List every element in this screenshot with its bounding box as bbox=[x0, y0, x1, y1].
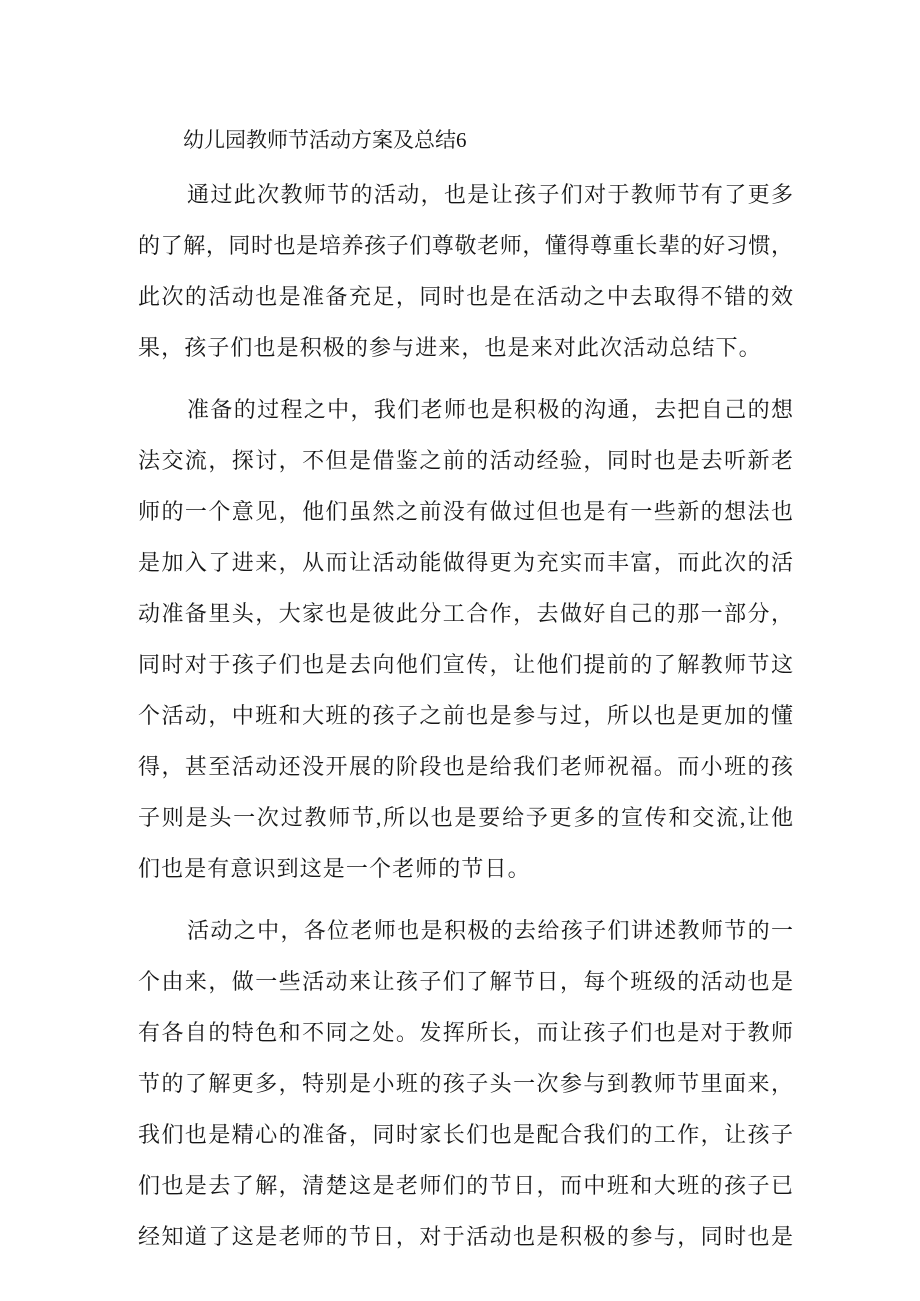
text-line: 个由来，做一些活动来让孩子们了解节日，每个班级的活动也是 bbox=[138, 969, 793, 994]
text-line: 通过此次教师节的活动，也是让孩子们对于教师节有了更多 bbox=[187, 182, 793, 207]
text-line: 我们也是精心的准备，同时家长们也是配合我们的工作，让孩子 bbox=[138, 1122, 793, 1147]
text-line: 有各自的特色和不同之处。发挥所长，而让孩子们也是对于教师 bbox=[138, 1020, 793, 1045]
text-line: 是加入了进来，从而让活动能做得更为充实而丰富，而此次的活 bbox=[138, 550, 793, 575]
paragraph-1 bbox=[138, 169, 793, 373]
text-line: 动准备里头，大家也是彼此分工合作，去做好自己的那一部分， bbox=[138, 601, 793, 626]
text-line: 们也是有意识到这是一个老师的节日。 bbox=[138, 856, 531, 881]
text-line: 节的了解更多，特别是小班的孩子头一次参与到教师节里面来， bbox=[138, 1071, 793, 1096]
document-title: 幼儿园教师节活动方案及总结6 bbox=[183, 128, 467, 152]
text-line: 个活动，中班和大班的孩子之前也是参与过，所以也是更加的懂 bbox=[138, 703, 793, 728]
paragraph-3 bbox=[138, 905, 793, 1262]
text-line: 果，孩子们也是积极的参与进来，也是来对此次活动总结下。 bbox=[138, 335, 762, 360]
text-line: 得，甚至活动还没开展的阶段也是给我们老师祝福。而小班的孩 bbox=[138, 754, 793, 779]
text-line: 法交流，探讨，不但是借鉴之前的活动经验，同时也是去听新老 bbox=[138, 448, 793, 473]
text-line: 此次的活动也是准备充足，同时也是在活动之中去取得不错的效 bbox=[138, 284, 793, 309]
document-page bbox=[138, 115, 793, 1273]
text-line: 们也是去了解，清楚这是老师们的节日，而中班和大班的孩子已 bbox=[138, 1173, 793, 1198]
text-line: 准备的过程之中，我们老师也是积极的沟通，去把自己的想 bbox=[187, 397, 793, 422]
text-line: 师的一个意见，他们虽然之前没有做过但也是有一些新的想法也 bbox=[138, 499, 793, 524]
text-line: 子则是头一次过教师节,所以也是要给予更多的宣传和交流,让他 bbox=[138, 805, 793, 830]
text-line: 的了解，同时也是培养孩子们尊敬老师，懂得尊重长辈的好习惯， bbox=[138, 233, 793, 258]
paragraph-2 bbox=[138, 384, 793, 894]
text-line: 活动之中，各位老师也是积极的去给孩子们讲述教师节的一 bbox=[187, 918, 793, 943]
text-line: 同时对于孩子们也是去向他们宣传，让他们提前的了解教师节这 bbox=[138, 652, 793, 677]
text-line: 经知道了这是老师的节日，对于活动也是积极的参与，同时也是 bbox=[138, 1224, 793, 1249]
